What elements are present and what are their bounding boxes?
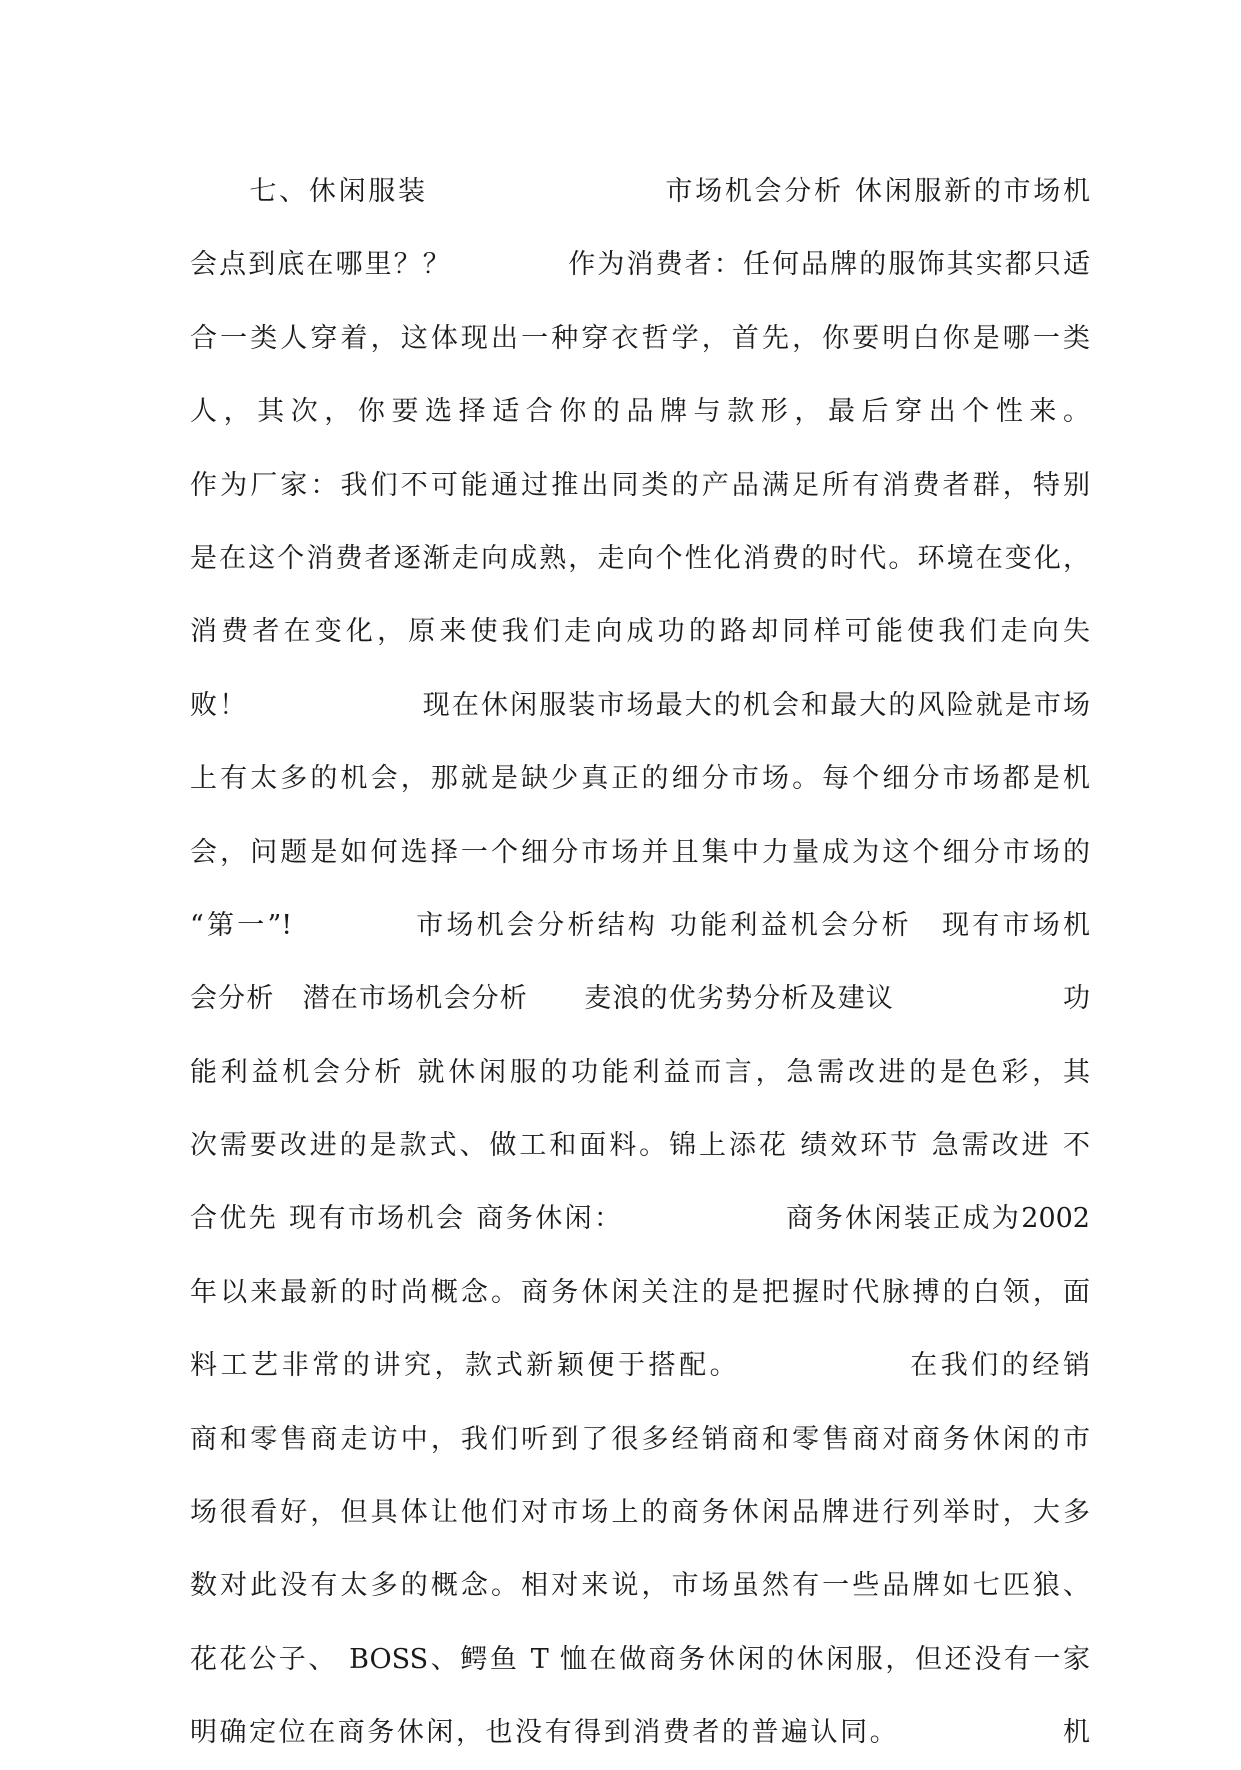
text-line: 会点到底在哪里？？ 作为消费者：任何品牌的服饰其实都只适 (190, 249, 1090, 281)
text-line: 作为厂家：我们不可能通过推出同类的产品满足所有消费者群，特别 (190, 469, 1090, 501)
text-line: 年以来最新的时尚概念。商务休闲关注的是把握时代脉搏的白领，面 (190, 1276, 1090, 1308)
text-line: 会分析 潜在市场机会分析 麦浪的优劣势分析及建议 功 (190, 983, 1090, 1015)
body-text (190, 155, 1090, 1770)
text-line: 败！ 现在休闲服装市场最大的机会和最大的风险就是市场 (190, 689, 1090, 721)
text-line: 合一类人穿着，这体现出一种穿衣哲学，首先，你要明白你是哪一类 (190, 322, 1090, 354)
text-line: 数对此没有太多的概念。相对来说，市场虽然有一些品牌如七匹狼、 (190, 1570, 1090, 1602)
text-line: 上有太多的机会，那就是缺少真正的细分市场。每个细分市场都是机 (190, 763, 1090, 795)
text-line: 场很看好，但具体让他们对市场上的商务休闲品牌进行列举时，大多 (190, 1497, 1090, 1529)
text-line: 花花公子、 BOSS、鳄鱼 T 恤在做商务休闲的休闲服，但还没有一家 (190, 1643, 1090, 1675)
text-line: 会，问题是如何选择一个细分市场并且集中力量成为这个细分市场的 (190, 836, 1090, 868)
text-line: 是在这个消费者逐渐走向成熟，走向个性化消费的时代。环境在变化， (190, 542, 1090, 574)
text-line: 明确定位在商务休闲，也没有得到消费者的普遍认同。 机 (190, 1717, 1090, 1749)
text-line: 人，其次，你要选择适合你的品牌与款形，最后穿出个性来。 (190, 396, 1090, 428)
text-line: “第一”! 市场机会分析结构 功能利益机会分析 现有市场机 (190, 909, 1090, 941)
text-line: 能利益机会分析 就休闲服的功能利益而言，急需改进的是色彩，其 (190, 1056, 1090, 1088)
text-line: 合优先 现有市场机会 商务休闲： 商务休闲装正成为2002 (190, 1203, 1090, 1235)
text-line: 次需要改进的是款式、做工和面料。锦上添花 绩效环节 急需改进 不 (190, 1130, 1090, 1162)
text-line: 商和零售商走访中，我们听到了很多经销商和零售商对商务休闲的市 (190, 1423, 1090, 1455)
text-line: 消费者在变化，原来使我们走向成功的路却同样可能使我们走向失 (190, 616, 1090, 648)
text-line: 七、休闲服装 市场机会分析 休闲服新的市场机 (190, 176, 1090, 207)
text-line: 料工艺非常的讲究，款式新颖便于搭配。 在我们的经销 (190, 1350, 1090, 1382)
